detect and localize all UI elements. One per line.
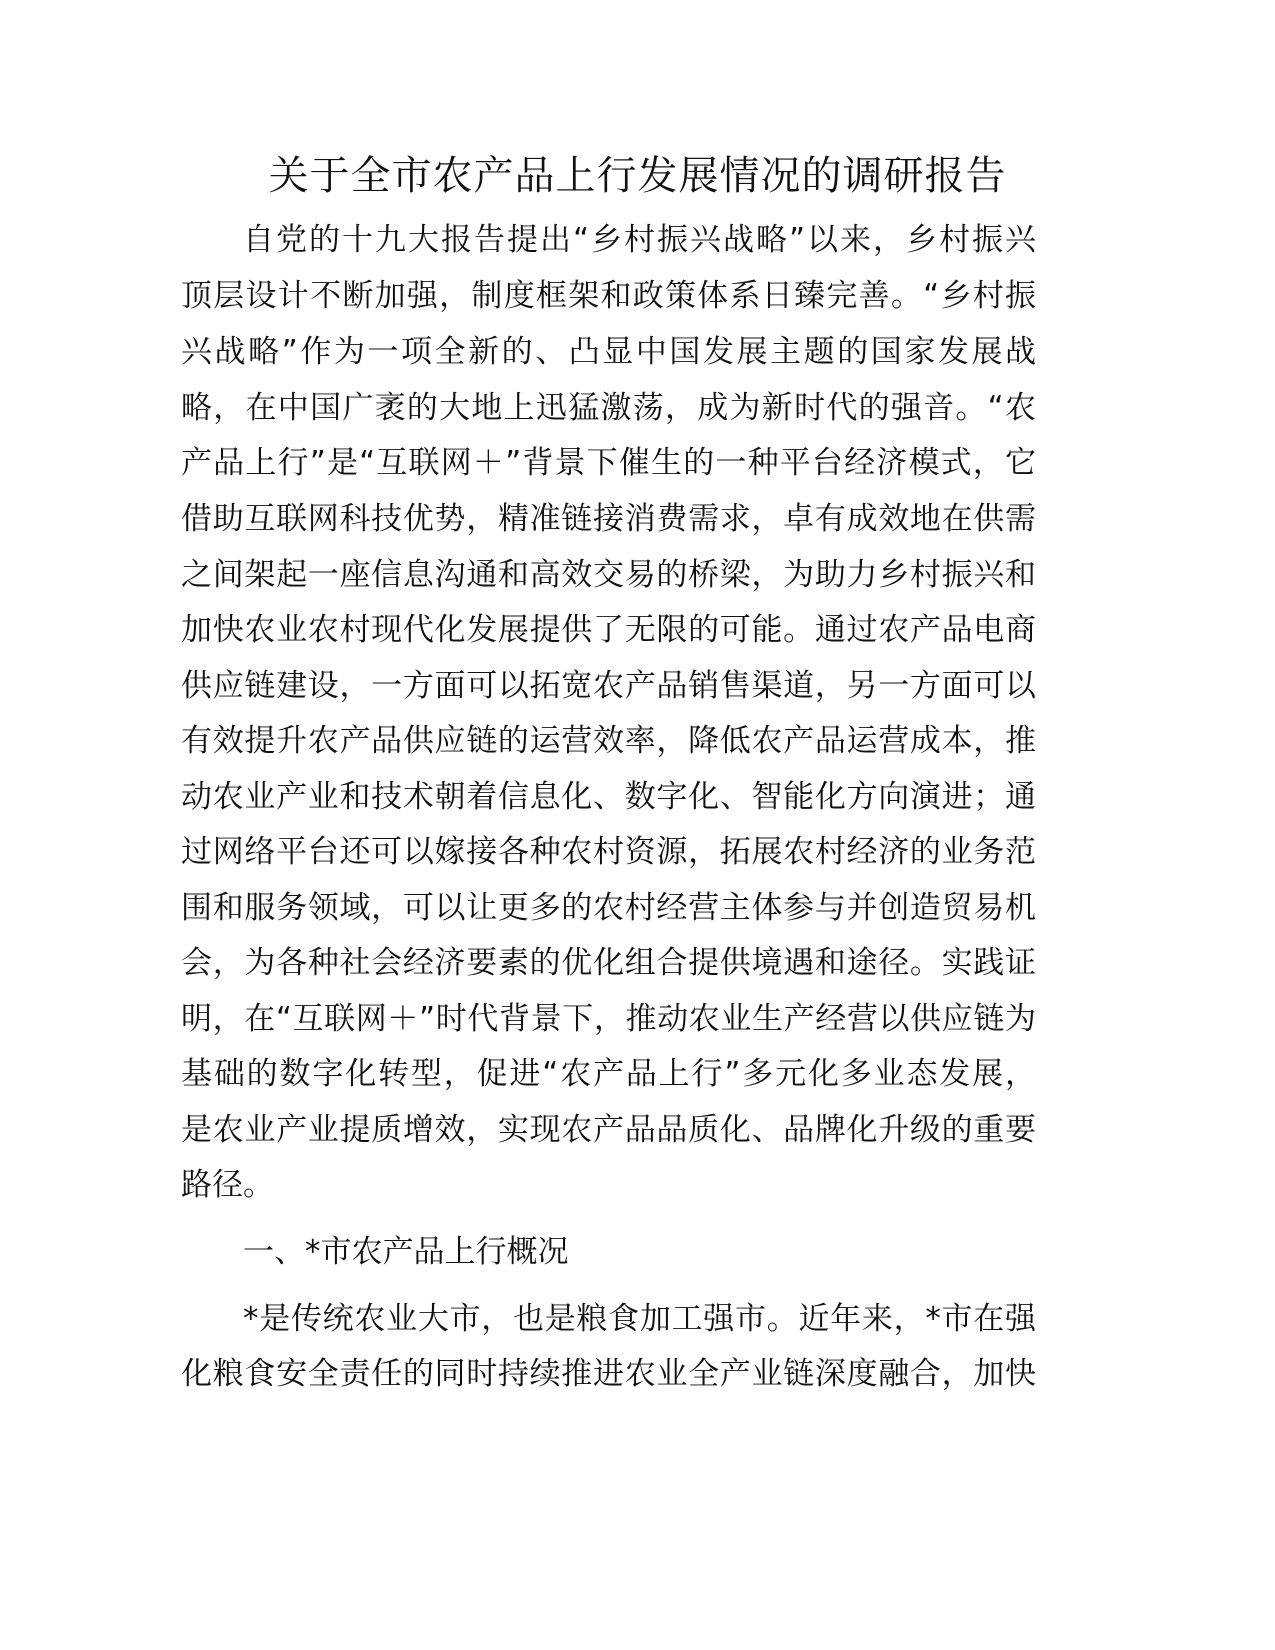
paragraph-line: 过网络平台还可以嫁接各种农村资源，拓展农村经济的业务范 xyxy=(181,834,1036,870)
paragraph-line: *是传统农业大市，也是粮食加工强市。近年来，*市在强 xyxy=(243,1301,1036,1337)
paragraph-line: 围和服务领域，可以让更多的农村经营主体参与并创造贸易机 xyxy=(181,890,1036,926)
paragraph-line: 之间架起一座信息沟通和高效交易的桥梁，为助力乡村振兴和 xyxy=(181,557,1036,593)
paragraph-line: 加快农业农村现代化发展提供了无限的可能。通过农产品电商 xyxy=(181,612,1036,648)
paragraph-line: 明，在“互联网＋”时代背景下，推动农业生产经营以供应链为 xyxy=(181,1001,1036,1037)
paragraph-line: 自党的十九大报告提出“乡村振兴战略”以来，乡村振兴 xyxy=(243,222,1036,258)
paragraph-line: 供应链建设，一方面可以拓宽农产品销售渠道，另一方面可以 xyxy=(181,668,1036,704)
paragraph-line: 兴战略”作为一项全新的、凸显中国发展主题的国家发展战 xyxy=(181,334,1036,370)
document-title: 关于全市农产品上行发展情况的调研报告 xyxy=(268,153,1007,199)
paragraph-line: 会，为各种社会经济要素的优化组合提供境遇和途径。实践证 xyxy=(181,945,1036,981)
paragraph-line: 有效提升农产品供应链的运营效率，降低农产品运营成本，推 xyxy=(181,723,1036,759)
paragraph-line: 化粮食安全责任的同时持续推进农业全产业链深度融合，加快 xyxy=(181,1356,1036,1392)
paragraph-line: 略，在中国广袤的大地上迅猛激荡，成为新时代的强音。“农 xyxy=(181,390,1036,426)
section-heading: 一、*市农产品上行概况 xyxy=(243,1234,569,1270)
paragraph-line: 基础的数字化转型，促进“农产品上行”多元化多业态发展， xyxy=(181,1056,1036,1092)
paragraph-line: 产品上行”是“互联网＋”背景下催生的一种平台经济模式，它 xyxy=(181,445,1036,481)
paragraph-line: 路径。 xyxy=(181,1167,274,1203)
paragraph-line: 是农业产业提质增效，实现农产品品质化、品牌化升级的重要 xyxy=(181,1112,1036,1148)
paragraph-line: 动农业产业和技术朝着信息化、数字化、智能化方向演进；通 xyxy=(181,779,1036,815)
paragraph-line: 借助互联网科技优势，精准链接消费需求，卓有成效地在供需 xyxy=(181,501,1036,537)
paragraph-line: 顶层设计不断加强，制度框架和政策体系日臻完善。“乡村振 xyxy=(181,278,1036,314)
